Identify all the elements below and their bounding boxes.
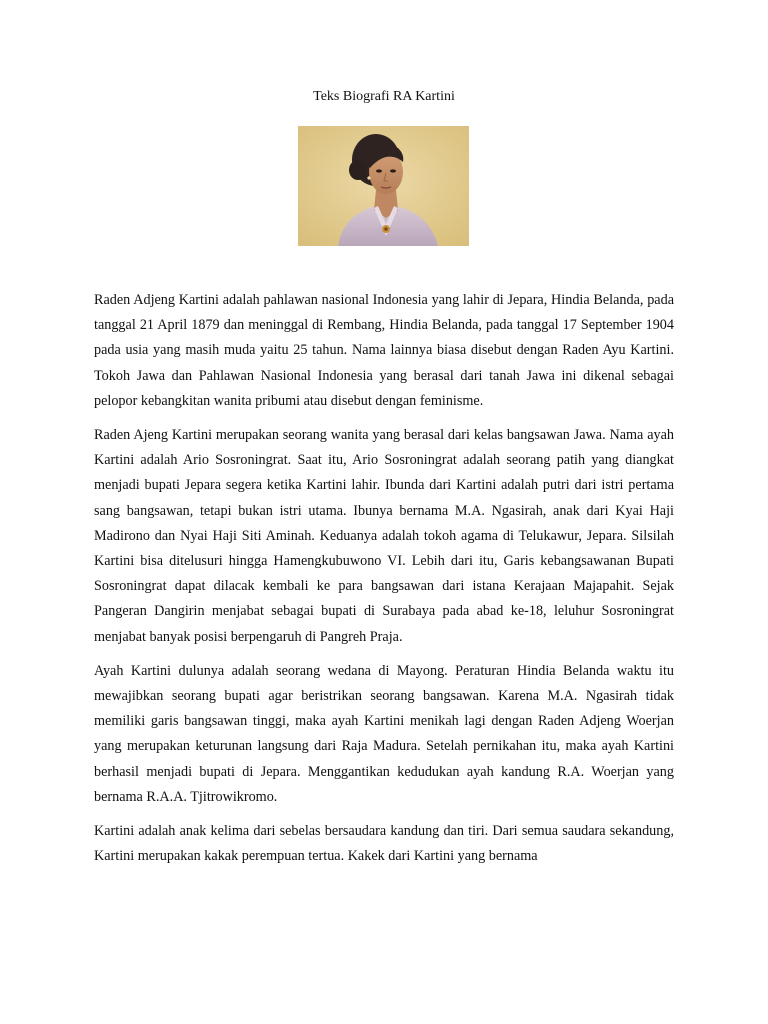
paragraph-1: Raden Adjeng Kartini adalah pahlawan nasional Indonesia yang lahir di Jepara, Hindia Belanda, pada tanggal 21 April 1879 dan meninggal di Rembang, Hindia Belanda, pada tanggal 17 September 1904 pada usia yang masih muda yaitu 25 tahun. Nama lainnya biasa disebut dengan Raden Ayu Kartini. Tokoh Jawa dan Pahlawan Nasional Indonesia yang berasal dari tanah Jawa ini dikenal sebagai pelopor kebangkitan wanita pribumi atau disebut dengan feminisme.	[94, 292, 674, 409]
paragraph-2: Raden Ajeng Kartini merupakan seorang wanita yang berasal dari kelas bangsawan Jawa. Nama ayah Kartini adalah Ario Sosroningrat. Saat itu, Ario Sosroningrat adalah seorang patih yang diangkat menjadi bupati Jepara segera ketika Kartini lahir. Ibunda dari Kartini adalah putri dari istri pertama sang bangsawan, tetapi bukan istri utama. Ibunya bernama M.A. Ngasirah, anak dari Kyai Haji Madirono dan Nyai Haji Siti Aminah. Keduanya adalah tokoh agama di Telukawur, Jepara. Silsilah Kartini bisa ditelusuri hingga Hamengkubuwono VI. Lebih dari itu, Garis kebangsawanan Bupati Sosroningrat dapat dilacak kembali ke para bangsawan dari istana Kerajaan Majapahit. Sejak Pangeran Dangirin menjabat sebagai bupati di Surabaya pada abad ke-18, leluhur Sosroningrat menjabat banyak posisi berpengaruh di Pangreh Praja.	[94, 427, 674, 645]
paragraph-3: Ayah Kartini dulunya adalah seorang wedana di Mayong. Peraturan Hindia Belanda waktu itu mewajibkan seorang bupati agar beristrikan seorang bangsawan. Karena M.A. Ngasirah tidak memiliki garis bangsawan tinggi, maka ayah Kartini menikah lagi dengan Raden Adjeng Woerjan yang merupakan keturunan langsung dari Raja Madura. Setelah pernikahan itu, maka ayah Kartini berhasil menjadi bupati di Jepara. Menggantikan kedudukan ayah kandung R.A. Woerjan yang bernama R.A.A. Tjitrowikromo.	[94, 662, 674, 805]
portrait-image	[298, 126, 469, 246]
document-title: Teks Biografi RA Kartini	[313, 89, 455, 104]
portrait-illustration	[298, 126, 469, 246]
paragraph-4: Kartini adalah anak kelima dari sebelas bersaudara kandung dan tiri. Dari semua saudara sekandung, Kartini merupakan kakak perempuan tertua. Kakek dari Kartini yang bernama	[94, 823, 674, 865]
document-body	[94, 288, 674, 878]
